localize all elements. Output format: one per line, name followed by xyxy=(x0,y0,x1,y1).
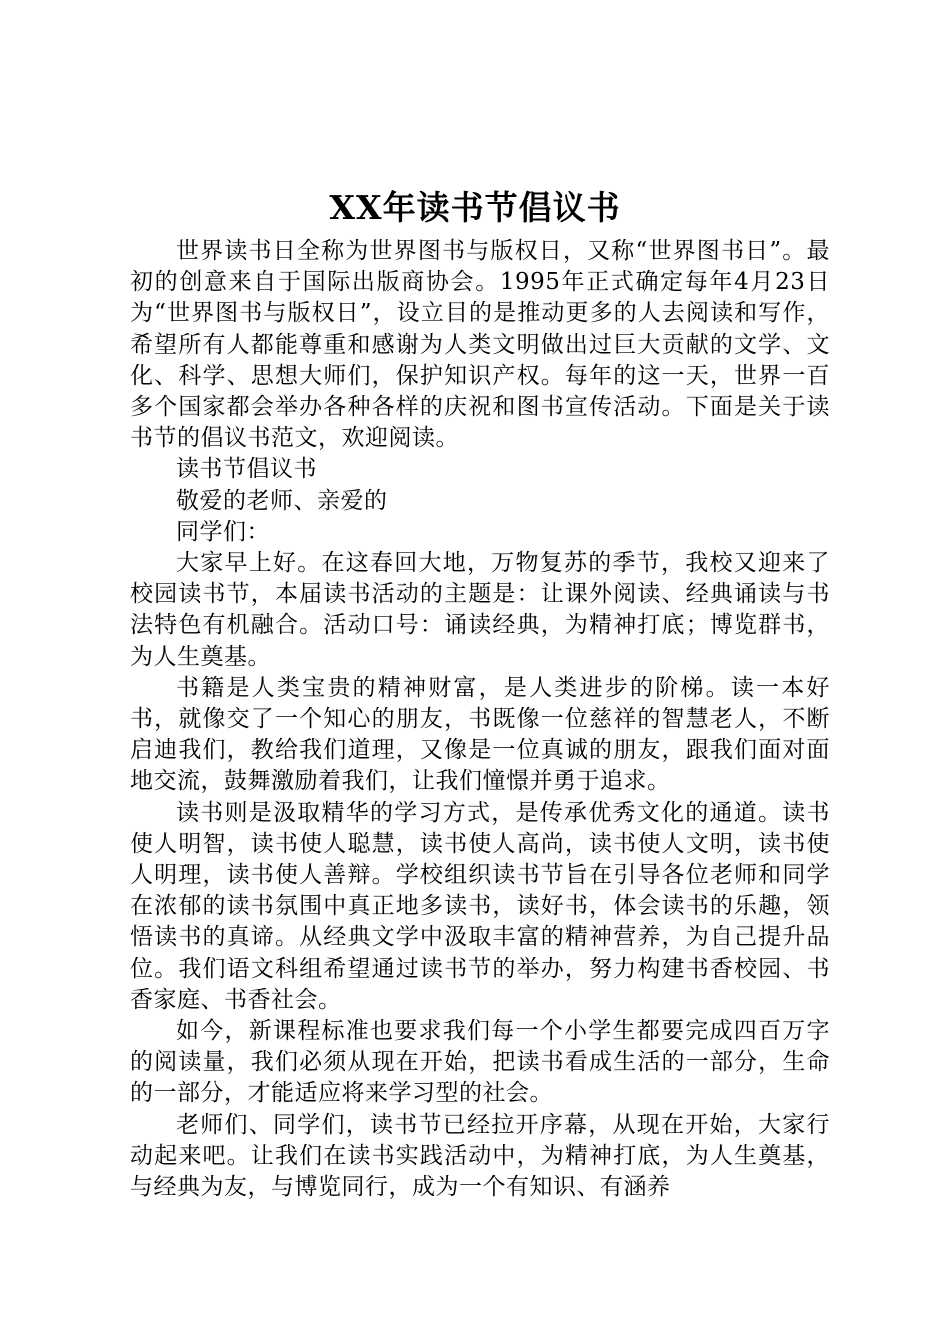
body-paragraph: 书籍是人类宝贵的精神财富，是人类进步的阶梯。读一本好书，就像交了一个知心的朋友，书既像一位慈祥的智慧老人，不断启迪我们，教给我们道理，又像是一位真诚的朋友，跟我们面对面地交流，鼓舞激励着我们，让我们憧憬并勇于追求。 xyxy=(130,674,830,795)
document-title: XX年读书节倡议书 xyxy=(329,188,621,227)
intro-paragraph: 世界读书日全称为世界图书与版权日，又称“世界图书日”。最初的创意来自于国际出版商协会。1995年正式确定每年4月23日为“世界图书与版权日”，设立目的是推动更多的人去阅读和写作，希望所有人都能尊重和感谢为人类文明做出过巨大贡献的文学、文化、科学、思想大师们，保护知识产权。每年的这一天，世界一百多个国家都会举办各种各样的庆祝和图书宣传活动。下面是关于读书节的倡议书范文，欢迎阅读。 xyxy=(130,238,830,452)
salutation-line: 同学们： xyxy=(176,518,270,545)
body-paragraph: 老师们、同学们，读书节已经拉开序幕，从现在开始，大家行动起来吧。让我们在读书实践活动中，为精神打底，为人生奠基，与经典为友，与博览同行，成为一个有知识、有涵养 xyxy=(130,1111,830,1201)
document-body xyxy=(130,236,830,1203)
body-paragraph: 如今，新课程标准也要求我们每一个小学生都要完成四百万字的阅读量，我们必须从现在开始，把读书看成生活的一部分，生命的一部分，才能适应将来学习型的社会。 xyxy=(130,1018,830,1107)
body-paragraph: 大家早上好。在这春回大地，万物复苏的季节，我校又迎来了校园读书节，本届读书活动的主题是：让课外阅读、经典诵读与书法特色有机融合。活动口号：诵读经典，为精神打底；博览群书，为人生奠基。 xyxy=(130,550,830,670)
salutation-line: 敬爱的老师、亲爱的 xyxy=(176,487,388,514)
subheading: 读书节倡议书 xyxy=(176,456,317,483)
body-paragraph: 读书则是汲取精华的学习方式，是传承优秀文化的通道。读书使人明智，读书使人聪慧，读书使人高尚，读书使人文明，读书使人明理，读书使人善辩。学校组织读书节旨在引导各位老师和同学在浓郁的读书氛围中真正地多读书，读好书，体会读书的乐趣，领悟读书的真谛。从经典文学中汲取丰富的精神营养，为自己提升品位。我们语文科组希望通过读书节的举办，努力构建书香校园、书香家庭、书香社会。 xyxy=(130,799,830,1013)
